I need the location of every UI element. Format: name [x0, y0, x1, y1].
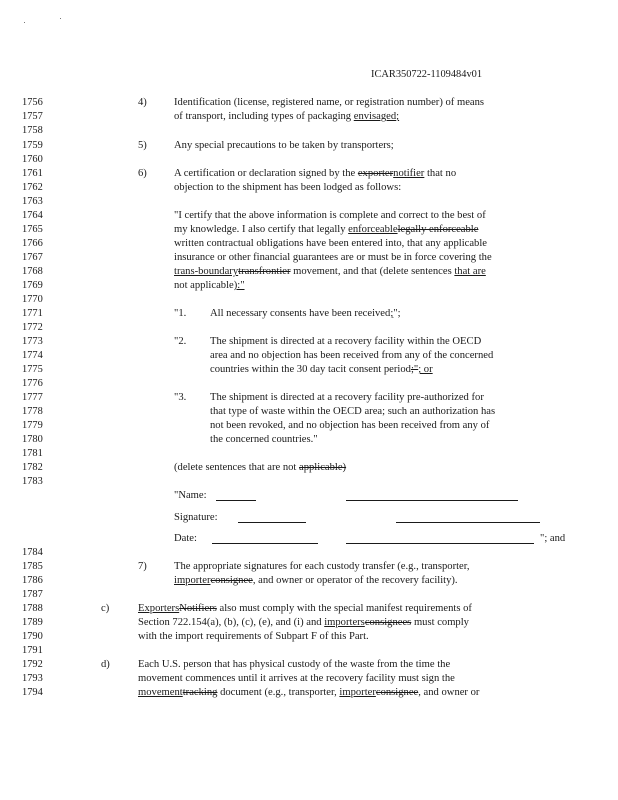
item-5-label: 5)	[138, 140, 147, 151]
text: also must comply with the special manifest requirements of	[216, 603, 472, 614]
signature-label: Signature:	[174, 512, 218, 523]
item-6-label: 6)	[138, 168, 147, 179]
text: of transport, including types of packaging	[174, 111, 354, 122]
inserted-text: ;	[396, 111, 400, 122]
line-number: 1791	[22, 645, 43, 656]
line-number: 1794	[22, 687, 43, 698]
line-number: 1761	[22, 168, 43, 179]
line-number: 1756	[22, 97, 43, 108]
subsection-c-text-line: with the import requirements of Subpart F of this Part.	[138, 631, 369, 642]
scan-speck	[60, 18, 61, 19]
subsection-d-text-line: Each U.S. person that has physical custody of the waste from the time the	[138, 659, 451, 670]
item-5-text-line: Any special precautions to be taken by transporters;	[174, 140, 394, 151]
date-blank-long	[346, 532, 534, 544]
line-number: 1763	[22, 196, 43, 207]
scan-speck	[24, 22, 25, 23]
text: movement, and that (delete sentences	[290, 266, 455, 277]
text: that no	[424, 168, 457, 179]
line-number: 1783	[22, 476, 43, 487]
line-number: 1764	[22, 210, 43, 221]
line-number: 1771	[22, 308, 43, 319]
name-label: "Name:	[174, 490, 207, 501]
deleted-text: applicable)	[299, 462, 347, 473]
certification-line: insurance or other financial guarantees are or must be in force covering the	[174, 252, 492, 263]
line-number: 1765	[22, 224, 43, 235]
line-number: 1766	[22, 238, 43, 249]
subsection-d-label: d)	[101, 659, 110, 670]
option-2-text-line: The shipment is directed at a recovery facility within the OECD	[210, 336, 482, 347]
item-7-text-line	[174, 574, 458, 588]
text: countries within the 30 day tacit consent period	[210, 364, 411, 375]
inserted-text: importer	[339, 687, 376, 698]
line-number: 1788	[22, 603, 43, 614]
line-number: 1760	[22, 154, 43, 165]
line-number: 1770	[22, 294, 43, 305]
deleted-text: consignee	[375, 687, 419, 698]
option-2-text-line	[210, 363, 433, 377]
option-3-text-line: The shipment is directed at a recovery facility pre-authorized for	[210, 392, 484, 403]
certification-line: written contractual obligations have been entered into, that any applicable	[174, 238, 487, 249]
text: Section 722.154(a), (b), (c), (e), and (i) and	[138, 617, 325, 628]
line-number: 1767	[22, 252, 43, 263]
text: , and owner or	[418, 687, 480, 698]
text: ";	[393, 308, 401, 319]
deleted-text: consignee	[210, 575, 253, 586]
date-line-end: "; and	[540, 533, 566, 544]
option-1-number: "1.	[174, 308, 187, 319]
subsection-c-text-line	[138, 602, 472, 616]
item-4-text-line: Identification (license, registered name, or registration number) of means	[174, 97, 485, 108]
inserted-text: importers	[324, 617, 365, 628]
item-4-label: 4)	[138, 97, 147, 108]
text: (delete sentences that are not	[174, 462, 300, 473]
line-number: 1773	[22, 336, 43, 347]
inserted-text: that are	[454, 266, 486, 277]
line-number: 1775	[22, 364, 43, 375]
subsection-d-text-line	[138, 686, 479, 700]
date-label: Date:	[174, 533, 197, 544]
subsection-c-text-line	[138, 616, 469, 630]
line-number: 1784	[22, 547, 43, 558]
deleted-text: consignees	[364, 617, 412, 628]
signature-blank-short	[238, 511, 306, 523]
line-number: 1781	[22, 448, 43, 459]
text: must comply	[411, 617, 469, 628]
certification-line	[174, 279, 245, 293]
text: All necessary consents have been received	[210, 308, 391, 319]
inserted-text: envisaged	[353, 111, 397, 122]
line-number: 1774	[22, 350, 43, 361]
certification-line: "I certify that the above information is complete and correct to the best of	[174, 210, 486, 221]
inserted-text: enforceable	[348, 224, 398, 235]
line-number: 1793	[22, 673, 43, 684]
signature-blank-long	[396, 511, 540, 523]
line-number: 1780	[22, 434, 43, 445]
inserted-text: ; or	[418, 364, 433, 375]
line-number: 1792	[22, 659, 43, 670]
text: not applicable	[174, 280, 234, 291]
text: A certification or declaration signed by the	[174, 168, 358, 179]
item-6-text-line: objection to the shipment has been lodged as follows:	[174, 182, 402, 193]
line-number: 1787	[22, 589, 43, 600]
line-number: 1777	[22, 392, 43, 403]
option-3-text-line: the concerned countries."	[210, 434, 318, 445]
line-number: 1757	[22, 111, 43, 122]
item-7-label: 7)	[138, 561, 147, 572]
text: document (e.g., transporter,	[217, 687, 340, 698]
inserted-text: Exporters	[138, 603, 180, 614]
certification-line	[174, 223, 478, 237]
line-number: 1785	[22, 561, 43, 572]
name-blank-short	[216, 489, 256, 501]
option-3-text-line: not been revoked, and no objection has been received from any of	[210, 420, 490, 431]
deleted-text: transfrontier	[238, 266, 291, 277]
text: , and owner or operator of the recovery facility).	[252, 575, 458, 586]
line-number: 1778	[22, 406, 43, 417]
delete-note	[174, 461, 346, 475]
item-6-text-line	[174, 167, 456, 181]
deleted-text: ;"	[410, 364, 419, 375]
date-blank-short	[212, 532, 318, 544]
line-number: 1786	[22, 575, 43, 586]
option-3-text-line: that type of waste within the OECD area; such an authorization has	[210, 406, 496, 417]
inserted-text: movement	[138, 687, 183, 698]
inserted-text: notifier	[393, 168, 425, 179]
text: my knowledge. I also certify that legally	[174, 224, 349, 235]
item-7-text-line: The appropriate signatures for each custody transfer (e.g., transporter,	[174, 561, 470, 572]
deleted-text: tracking	[182, 687, 218, 698]
document-id: ICAR350722-1109484v01	[371, 69, 483, 80]
line-number: 1779	[22, 420, 43, 431]
inserted-text: ):"	[233, 280, 245, 291]
subsection-d-text-line: movement commences until it arrives at the recovery facility must sign the	[138, 673, 455, 684]
line-number: 1759	[22, 140, 43, 151]
line-number: 1769	[22, 280, 43, 291]
inserted-text: trans-boundary	[174, 266, 239, 277]
certification-line	[174, 265, 486, 279]
item-4-text-line	[174, 110, 399, 124]
deleted-text: exporter	[357, 168, 394, 179]
inserted-text: ;	[390, 308, 394, 319]
option-1-text	[210, 307, 401, 321]
line-number: 1762	[22, 182, 43, 193]
line-number: 1768	[22, 266, 43, 277]
line-number: 1789	[22, 617, 43, 628]
line-number: 1790	[22, 631, 43, 642]
option-3-number: "3.	[174, 392, 187, 403]
option-2-number: "2.	[174, 336, 187, 347]
deleted-text: Notifiers	[179, 603, 217, 614]
line-number: 1758	[22, 125, 43, 136]
name-blank-long	[346, 489, 518, 501]
deleted-text: legally enforceable	[397, 224, 479, 235]
line-number: 1782	[22, 462, 43, 473]
inserted-text: importer	[174, 575, 211, 586]
subsection-c-label: c)	[101, 603, 110, 614]
option-2-text-line: area and no objection has been received from any of the concerned	[210, 350, 494, 361]
line-number: 1772	[22, 322, 43, 333]
line-number: 1776	[22, 378, 43, 389]
